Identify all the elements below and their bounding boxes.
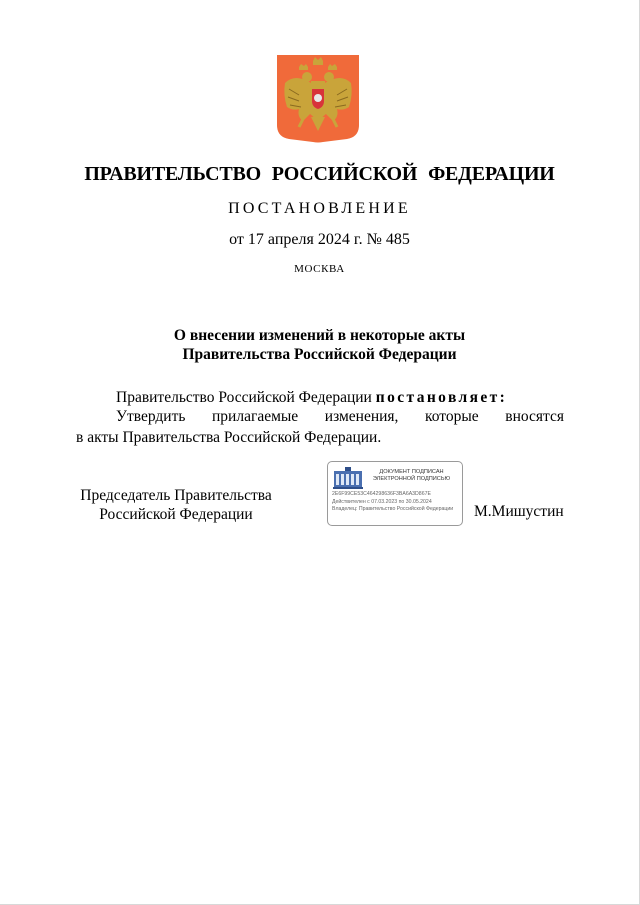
body-text-line-2: в акты Правительства Российской Федерации. (76, 429, 382, 446)
document-city: МОСКВА (294, 263, 345, 275)
signer-title-line-1: Председатель Правительства (80, 487, 272, 504)
document-date-number: от 17 апреля 2024 г. № 485 (229, 231, 410, 248)
document-subject (0, 326, 639, 364)
body-text-line-1: Утвердить прилагаемые изменения, которые вносятся (116, 408, 564, 425)
signer-title (78, 486, 274, 524)
subject-line-2: Правительства Российской Федерации (182, 346, 457, 363)
signer-title-line-2: Российской Федерации (99, 506, 253, 523)
decree-word: постановляет: (375, 389, 508, 406)
electronic-signature-stamp (327, 461, 463, 526)
signer-name: М.Мишустин (474, 503, 564, 520)
stamp-heading-line-2: ЭЛЕКТРОННОЙ ПОДПИСЬЮ (372, 476, 451, 482)
decree-line (116, 389, 507, 407)
stamp-valid-dates: Действителен с 07.03.2023 по 30.05.2024 (332, 499, 432, 505)
government-title: ПРАВИТЕЛЬСТВО РОССИЙСКОЙ ФЕДЕРАЦИИ (84, 163, 555, 185)
stamp-owner: Владелец: Правительство Российской Федерации (332, 505, 454, 512)
stamp-certificate: 2E6F99CE53C464298636F3BA6A3D867E (332, 491, 431, 497)
document-type: ПОСТАНОВЛЕНИЕ (228, 200, 411, 217)
stamp-heading (364, 469, 459, 483)
stamp-validity (332, 499, 460, 512)
coat-of-arms-icon (277, 55, 359, 143)
decree-prefix: Правительство Российской Федерации (116, 389, 376, 406)
subject-line-1: О внесении изменений в некоторые акты (173, 327, 466, 344)
government-building-icon (333, 467, 363, 489)
stamp-heading-line-1: ДОКУМЕНТ ПОДПИСАН (379, 469, 444, 475)
